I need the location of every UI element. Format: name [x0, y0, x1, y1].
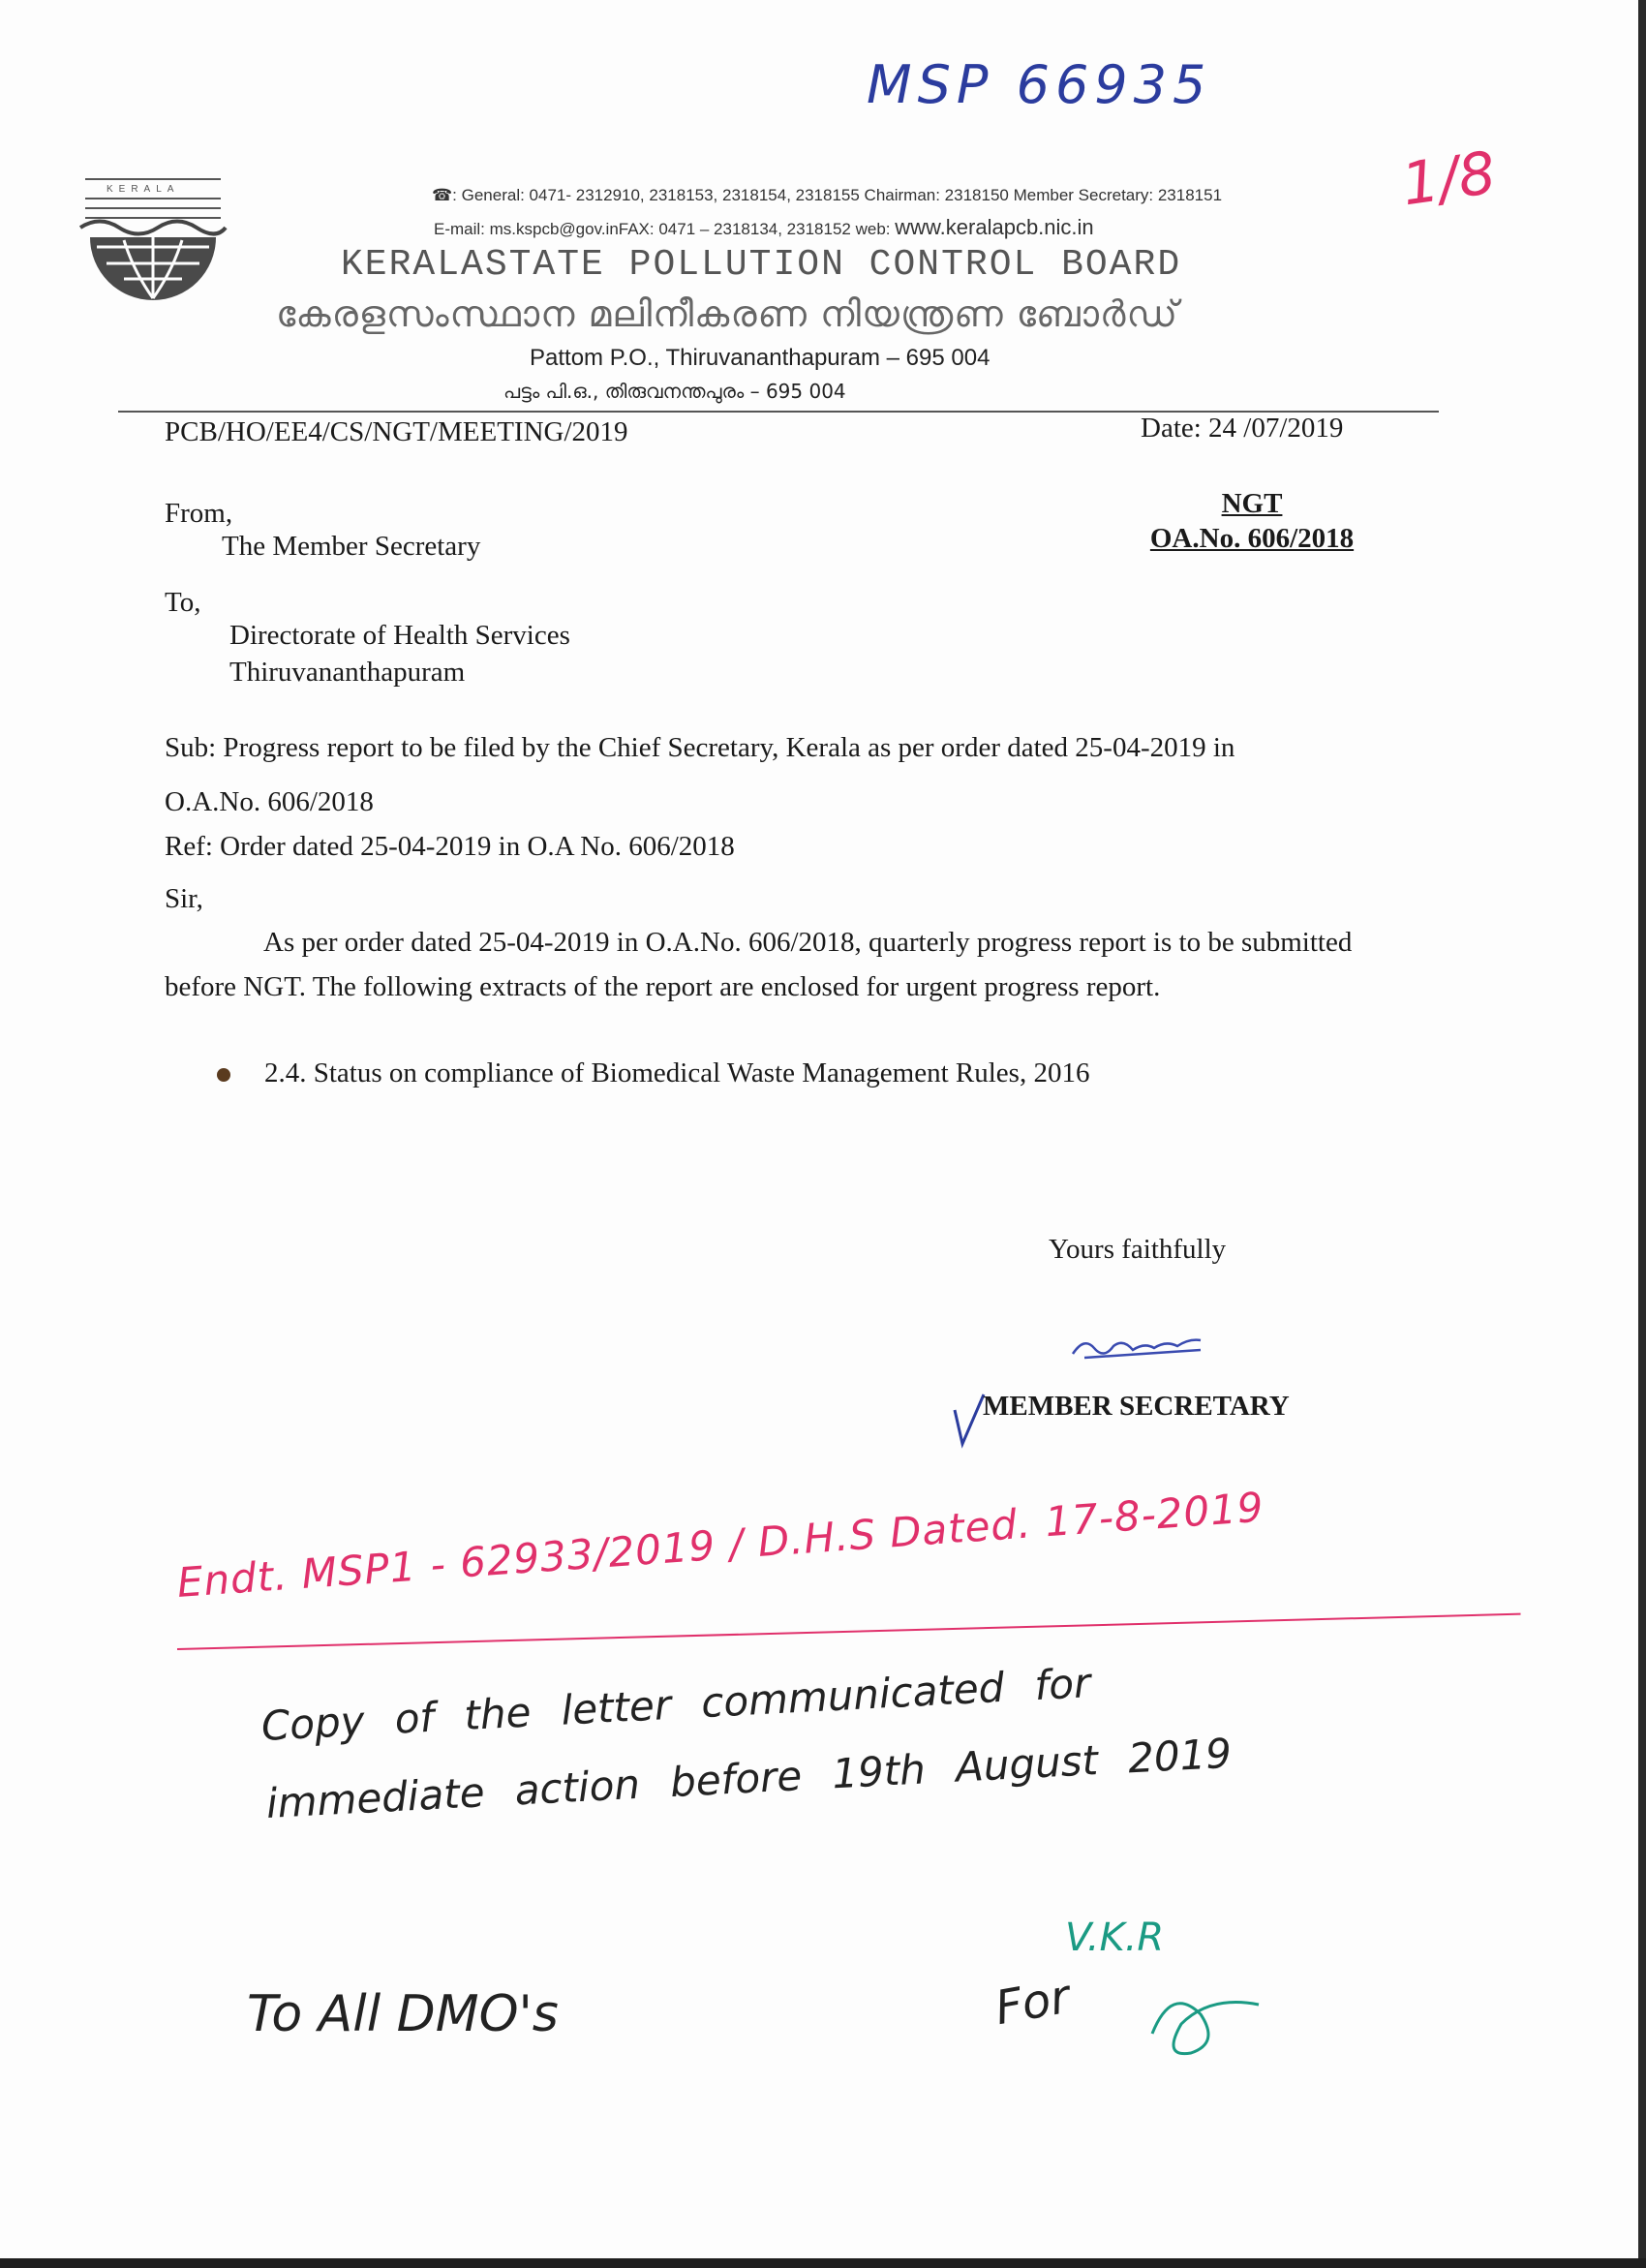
- scan-edge: [1638, 0, 1646, 2268]
- bullet-icon: [217, 1068, 230, 1082]
- scan-edge: [0, 2258, 1646, 2268]
- enclosure-item: 2.4. Status on compliance of Biomedical Waste Management Rules, 2016: [264, 1057, 1090, 1088]
- recipient-city: Thiruvananthapuram: [229, 657, 466, 688]
- handwritten-note-line2: immediate action before 19th August 2019: [264, 1729, 1234, 1827]
- reference-line: Ref: Order dated 25-04-2019 in O.A No. 606/2018: [165, 831, 735, 862]
- salutation: Sir,: [165, 883, 203, 914]
- handwritten-for: For: [991, 1969, 1074, 2037]
- subject-line: Sub: Progress report to be filed by the Chief Secretary, Kerala as per order dated 25-04-2019 in: [165, 732, 1235, 763]
- board-address-malayalam: പട്ടം പി.ഒ., തിരുവനന്തപുരം – 695 004: [503, 380, 846, 403]
- board-address: Pattom P.O., Thiruvananthapuram – 695 004: [530, 345, 991, 371]
- email-fax-text: E-mail: ms.kspcb@gov.inFAX: 0471 – 2318134, 2318152 web:: [434, 220, 896, 238]
- to-label: To,: [165, 587, 201, 618]
- logo-caption: KERALA: [107, 184, 180, 195]
- initials-flourish-icon: [1143, 1976, 1268, 2063]
- case-reference: [1131, 486, 1373, 556]
- handwritten-distribution: To All DMO's: [247, 1985, 559, 2043]
- kspcb-logo-icon: [76, 145, 230, 300]
- case-number: OA.No. 606/2018: [1149, 523, 1355, 554]
- letter-date: Date: 24 /07/2019: [1141, 413, 1344, 444]
- website-link: www.keralapcb.nic.in: [895, 215, 1094, 239]
- board-name-malayalam: കേരളസംസ്ഥാന മലിനീകരണ നിയന്ത്രണ ബോർഡ്: [276, 292, 1179, 335]
- closing: Yours faithfully: [1049, 1234, 1227, 1265]
- case-title: NGT: [1221, 488, 1283, 519]
- letter-body: As per order dated 25-04-2019 in O.A.No. 606/2018, quarterly progress report is to be submitted before NGT. The following extracts of the report are enclosed for urgent progress report.: [165, 927, 1353, 1002]
- sender-name: The Member Secretary: [222, 531, 481, 562]
- recipient-name: Directorate of Health Services: [229, 620, 570, 651]
- signatory-title: MEMBER SECRETARY: [983, 1391, 1290, 1422]
- handwritten-note-line1: Copy of the letter communicated for: [259, 1659, 1092, 1750]
- reference-number: PCB/HO/EE4/CS/NGT/MEETING/2019: [165, 416, 628, 447]
- subject-line-continued: O.A.No. 606/2018: [165, 786, 374, 817]
- handwritten-endorsement: Endt. MSP1 - 62933/2019 / D.H.S Dated. 17-8-2019: [175, 1483, 1265, 1607]
- endorsement-underline: [177, 1613, 1521, 1650]
- handwritten-inward-number: MSP 66935: [867, 54, 1212, 115]
- from-label: From,: [165, 498, 233, 529]
- signature-icon: [1065, 1317, 1210, 1365]
- handwritten-page-mark: 1/8: [1397, 138, 1500, 220]
- board-name: KERALASTATE POLLUTION CONTROL BOARD: [341, 244, 1182, 286]
- contact-phones: ☎: General: 0471- 2312910, 2318153, 2318154, 2318155 Chairman: 2318150 Member Secretary: 2318151: [432, 186, 1223, 204]
- contact-email-fax: [434, 215, 1094, 240]
- handwritten-initials: V.K.R: [1065, 1916, 1165, 1960]
- tick-mark-icon: [949, 1391, 988, 1449]
